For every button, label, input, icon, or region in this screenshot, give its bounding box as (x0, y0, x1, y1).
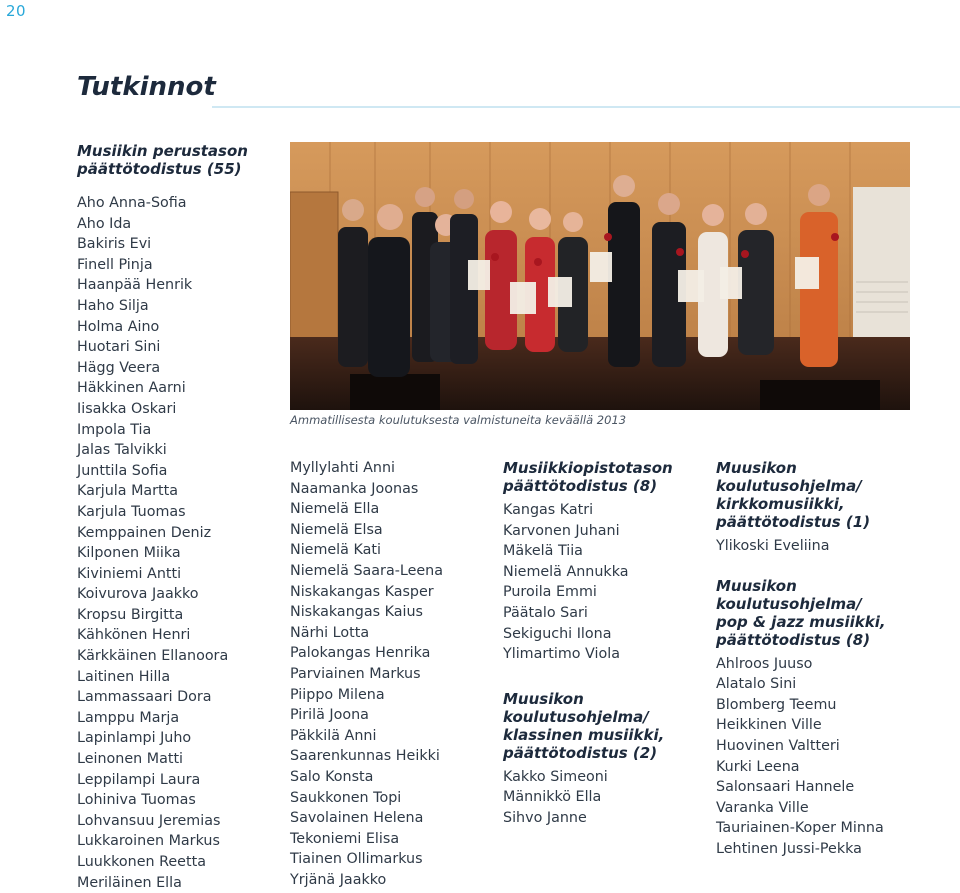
name-list (290, 458, 490, 890)
list-item: Kangas Katri (503, 502, 594, 518)
list-item: Blomberg Teemu (716, 696, 837, 713)
list-item: Jalas Talvikki (77, 442, 167, 459)
list-item: Impola Tia (77, 421, 152, 438)
list-item: Leppilampi Laura (77, 771, 201, 788)
section-heading: Muusikon koulutusohjelma/ kirkkomusiikki, päättötodistus (1) (716, 459, 871, 531)
list-item: Salo Konsta (290, 768, 374, 785)
list-item: Niemelä Kati (290, 542, 381, 559)
name-list (503, 767, 703, 829)
list-item: Haanpää Henrik (77, 277, 193, 294)
section-klassinen (503, 690, 703, 829)
list-item: Aho Ida (77, 215, 132, 232)
list-item: Alatalo Sini (716, 676, 797, 693)
section-heading: Musiikin perustason päättötodistus (55) (77, 142, 248, 178)
photo-caption: Ammatillisesta koulutuksesta valmistuneita keväällä 2013 (290, 413, 627, 427)
list-item: Kiviniemi Antti (77, 565, 182, 582)
list-item: Lammassaari Dora (77, 689, 212, 706)
list-item: Laitinen Hilla (77, 668, 171, 685)
list-item: Palokangas Henrika (290, 645, 431, 662)
page-title: Tutkinnot (77, 72, 216, 102)
list-item: Niemelä Ella (290, 501, 380, 518)
list-item: Niskakangas Kaius (290, 604, 423, 621)
list-item: Niskakangas Kasper (290, 583, 434, 600)
list-item: Lohiniva Tuomas (77, 792, 196, 809)
list-item: Tauriainen-Koper Minna (716, 820, 884, 837)
list-item: Karjula Martta (77, 483, 179, 500)
graduation-group-photo (290, 142, 910, 410)
list-item: Sihvo Janne (503, 809, 587, 826)
list-item: Kakko Simeoni (503, 768, 608, 785)
list-item: Kärkkäinen Ellanoora (77, 648, 229, 665)
name-list (716, 536, 956, 557)
list-item: Puroila Emmi (503, 584, 597, 601)
section-pop-jazz (716, 577, 956, 860)
list-item: Ylimartimo Viola (503, 646, 620, 663)
list-item: Koivurova Jaakko (77, 586, 199, 603)
list-item: Myllylahti Anni (290, 460, 395, 476)
list-item: Aho Anna-Sofia (77, 195, 187, 211)
section-perustaso (77, 142, 277, 893)
list-item: Piippo Milena (290, 686, 385, 703)
list-item: Huotari Sini (77, 339, 161, 356)
list-item: Saukkonen Topi (290, 789, 402, 806)
list-item: Lukkaroinen Markus (77, 833, 220, 850)
list-item: Lapinlampi Juho (77, 730, 192, 747)
page-number: 20 (6, 2, 27, 20)
list-item: Lehtinen Jussi-Pekka (716, 840, 862, 857)
list-item: Huovinen Valtteri (716, 737, 840, 754)
name-list (503, 500, 703, 665)
list-item: Karvonen Juhani (503, 522, 620, 539)
list-item: Ahlroos Juuso (716, 655, 813, 672)
list-item: Lohvansuu Jeremias (77, 812, 221, 829)
column-3 (503, 459, 703, 829)
section-heading: Musiikkiopistotason päättötodistus (8) (503, 459, 673, 495)
list-item: Savolainen Helena (290, 810, 424, 827)
list-item: Niemelä Saara-Leena (290, 562, 443, 579)
list-item: Salonsaari Hannele (716, 779, 855, 796)
section-heading: Muusikon koulutusohjelma/ pop & jazz musiikki, päättötodistus (8) (716, 576, 886, 649)
list-item: Iisakka Oskari (77, 400, 177, 417)
section-heading: Muusikon koulutusohjelma/ klassinen musiikki, päättötodistus (2) (503, 689, 665, 762)
list-item: Hägg Veera (77, 359, 161, 376)
list-item: Naamanka Joonas (290, 480, 419, 497)
list-item: Mäkelä Tiia (503, 543, 583, 560)
list-item: Päkkilä Anni (290, 727, 377, 744)
list-item: Sekiguchi Ilona (503, 625, 612, 642)
section-kirkkomusiikki (716, 459, 956, 557)
title-rule (212, 106, 960, 108)
list-item: Tiainen Ollimarkus (290, 851, 423, 868)
list-item: Männikkö Ella (503, 789, 602, 806)
list-item: Bakiris Evi (77, 236, 152, 253)
list-item: Kemppainen Deniz (77, 524, 212, 541)
list-item: Niemelä Elsa (290, 521, 383, 538)
list-item: Närhi Lotta (290, 624, 370, 641)
list-item: Heikkinen Ville (716, 717, 822, 734)
name-list (716, 654, 956, 860)
list-item: Karjula Tuomas (77, 503, 186, 520)
list-item: Haho Silja (77, 297, 149, 314)
list-item: Kilponen Miika (77, 545, 181, 562)
list-item: Niemelä Annukka (503, 563, 629, 580)
list-item: Ylikoski Eveliina (716, 538, 830, 554)
list-item: Finell Pinja (77, 256, 153, 273)
list-item: Pirilä Joona (290, 707, 369, 724)
list-item: Häkkinen Aarni (77, 380, 186, 397)
list-item: Kropsu Birgitta (77, 606, 184, 623)
list-item: Tekoniemi Elisa (290, 830, 400, 847)
list-item: Yrjänä Jaakko (290, 871, 387, 888)
list-item: Kähkönen Henri (77, 627, 191, 644)
list-item: Parviainen Markus (290, 665, 421, 682)
column-4 (716, 459, 956, 860)
list-item: Leinonen Matti (77, 751, 184, 768)
list-item: Meriläinen Ella (77, 874, 182, 891)
list-item: Varanka Ville (716, 799, 809, 816)
list-item: Lamppu Marja (77, 709, 180, 726)
section-perustaso-continued (290, 458, 490, 890)
list-item: Kurki Leena (716, 758, 800, 775)
list-item: Junttila Sofia (77, 462, 168, 479)
list-item: Saarenkunnas Heikki (290, 748, 440, 765)
list-item: Päätalo Sari (503, 604, 588, 621)
name-list (77, 193, 277, 893)
list-item: Holma Aino (77, 318, 160, 335)
list-item: Luukkonen Reetta (77, 854, 206, 870)
section-opistotaso (503, 459, 703, 665)
